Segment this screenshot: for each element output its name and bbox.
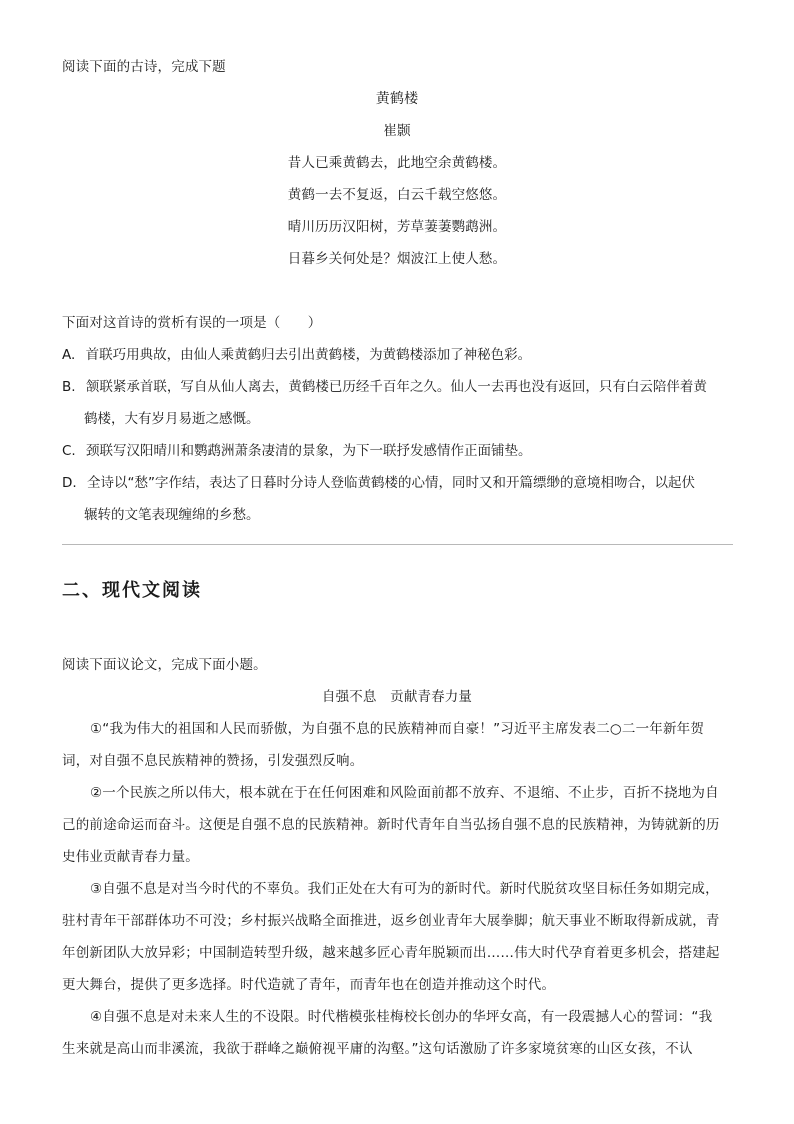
option-d[interactable] — [62, 474, 695, 492]
question-stem: 下面对这首诗的赏析有误的一项是（ ） — [62, 315, 322, 331]
article-line: 生来就是高山而非溪流，我欲于群峰之巅俯视平庸的沟壑。”这句话激励了许多家境贫寒的山区女孩，不认 — [62, 1041, 693, 1057]
option-label: D. — [62, 475, 77, 491]
option-d-continuation: 辗转的文笔表现缠绵的乡愁。 — [84, 507, 260, 523]
article-line: ①“我为伟大的祖国和人民而骄傲，为自强不息的民族精神而自豪！”习近平主席发表二○二一年新年贺 — [90, 721, 705, 737]
section-title: 二、现代文阅读 — [62, 580, 202, 601]
option-b[interactable] — [62, 378, 707, 396]
option-label: C. — [62, 443, 76, 459]
poem-author: 崔颢 — [383, 123, 411, 139]
poem-title: 黄鹤楼 — [375, 91, 419, 107]
article-line: ③自强不息是对当今时代的不辜负。我们正处在大有可为的新时代。新时代脱贫攻坚目标任务如期完成， — [90, 881, 719, 897]
option-c[interactable] — [62, 442, 532, 460]
option-text: 首联巧用典故，由仙人乘黄鹤归去引出黄鹤楼，为黄鹤楼添加了神秘色彩。 — [85, 347, 532, 363]
article-line: 驻村青年干部群体功不可没；乡村振兴战略全面推进，返乡创业青年大展拳脚；航天事业不断取得新成就，青 — [62, 913, 720, 929]
option-text: 颈联写汉阳晴川和鹦鹉洲萧条凄清的景象，为下一联抒发感情作正面铺垫。 — [86, 443, 532, 459]
article-line: ②一个民族之所以伟大，根本就在于在任何困难和风险面前都不放弃、不退缩、不止步，百折不挠地为自 — [90, 785, 719, 801]
option-label: A. — [62, 347, 76, 363]
option-b-continuation: 鹤楼，大有岁月易逝之感慨。 — [84, 411, 260, 427]
poem-line: 昔人已乘黄鹤去，此地空余黄鹤楼。 — [287, 155, 507, 171]
poem-line: 日暮乡关何处是？烟波江上使人愁。 — [287, 251, 507, 267]
article-line: 词，对自强不息民族精神的赞扬，引发强烈反响。 — [62, 753, 364, 769]
poem-line: 晴川历历汉阳树，芳草萋萋鹦鹉洲。 — [287, 219, 507, 235]
option-label: B. — [62, 379, 76, 395]
article-line: 更大舞台，提供了更多选择。时代造就了青年，而青年也在创造并推动这个时代。 — [62, 977, 556, 993]
poem-line: 黄鹤一去不复返，白云千载空悠悠。 — [287, 187, 507, 203]
article-line: ④自强不息是对未来人生的不设限。时代楷模张桂梅校长创办的华坪女高，有一段震撼人心的誓词：“我 — [90, 1009, 713, 1025]
option-text: 颔联紧承首联，写自从仙人离去，黄鹤楼已历经千百年之久。仙人一去再也没有返回，只有白云陪伴着黄 — [85, 379, 707, 395]
option-text: 全诗以“愁”字作结，表达了日暮时分诗人登临黄鹤楼的心情，同时又和开篇缥缈的意境相吻合，以起伏 — [86, 475, 695, 491]
article-line: 史伟业贡献青春力量。 — [62, 849, 199, 865]
q1-instruction: 阅读下面的古诗，完成下题 — [62, 59, 226, 75]
option-a[interactable] — [62, 346, 531, 364]
section-divider — [62, 544, 733, 545]
article-line: 己的前途命运而奋斗。这便是自强不息的民族精神。新时代青年自当弘扬自强不息的民族精神，为铸就新的历 — [62, 817, 720, 833]
section-instruction: 阅读下面议论文，完成下面小题。 — [62, 657, 267, 673]
article-title: 自强不息 贡献青春力量 — [321, 689, 473, 705]
article-line: 年创新团队大放异彩；中国制造转型升级，越来越多匠心青年脱颖而出……伟大时代孕育着更多机会，搭建起 — [62, 945, 720, 961]
